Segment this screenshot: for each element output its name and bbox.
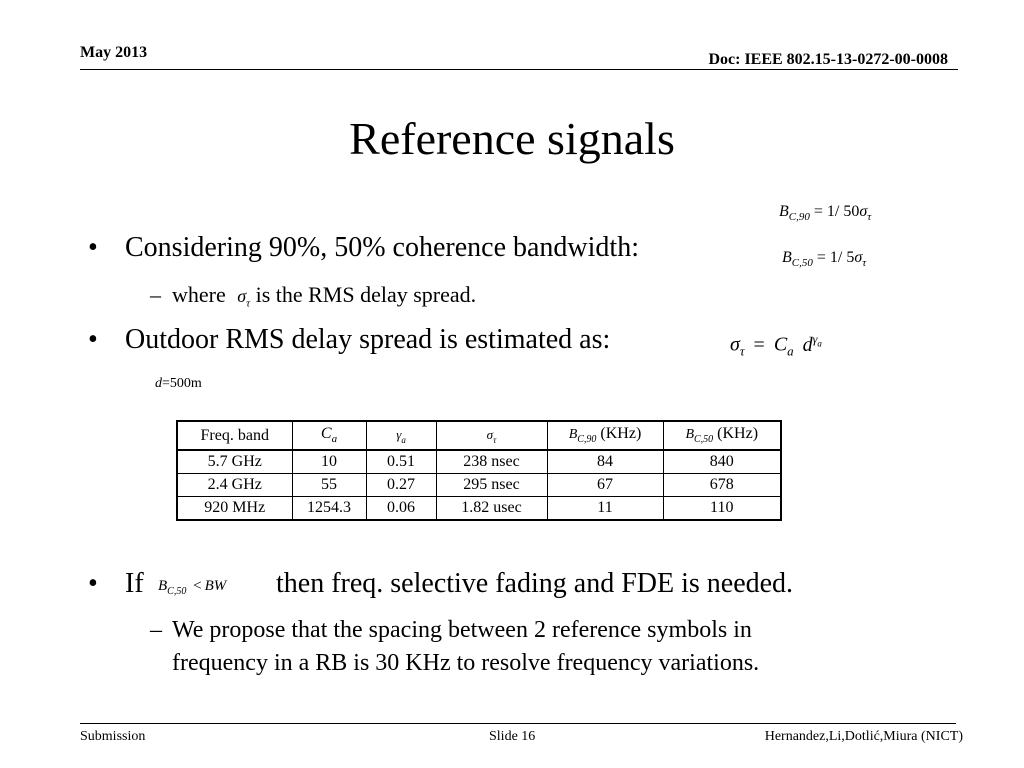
table-row (177, 474, 781, 497)
footer-rule (80, 723, 956, 724)
sub-bullet-rms-definition: where $\sigma_\tau$ is the RMS delay spread. (172, 282, 477, 310)
cell-bc90: 84 (547, 450, 663, 474)
bullet-coherence-bandwidth: Considering 90%, 50% coherence bandwidth: (125, 232, 639, 263)
formula-rms-delay: $\sigma_\tau = C_a$ $d^{\gamma_a}$ (730, 332, 822, 359)
footer-authors: Hernandez,Li,Dotlić,Miura (NICT) (764, 729, 963, 744)
cell-bc90: 67 (547, 474, 663, 497)
formula-bc50: $B_{C,50} = 1/$ $5\sigma_\tau$ (782, 249, 867, 270)
header-gamma-a: $\gamma_a$ (366, 421, 436, 450)
cell-sigma: 1.82 usec (436, 497, 547, 521)
sub-bullet-proposal-line1: We propose that the spacing between 2 reference symbols in (172, 617, 752, 643)
cell-gamma: 0.51 (366, 450, 436, 474)
cell-ca: 10 (292, 450, 366, 474)
footer-slide-number: Slide 16 (489, 729, 536, 744)
coherence-table (176, 420, 782, 521)
sub-dash-1: – (150, 282, 161, 307)
cell-bc90: 11 (547, 497, 663, 521)
cell-ca: 1254.3 (292, 497, 366, 521)
bullet-condition-prefix: If (125, 568, 144, 599)
bullet-dot-2: • (88, 324, 98, 355)
cell-band: 2.4 GHz (177, 474, 292, 497)
formula-condition: $B_{C,50}$ < BW (158, 578, 227, 597)
table-row (177, 497, 781, 521)
sub-bullet-proposal-line2: frequency in a RB is 30 KHz to resolve frequency variations. (172, 650, 760, 676)
cell-band: 920 MHz (177, 497, 292, 521)
sub-dash-3: – (150, 617, 162, 643)
bullet-dot-3: • (88, 568, 98, 599)
distance-note: d=500m (155, 376, 202, 391)
header-bc50: $B_{C,50}$ (KHz) (663, 421, 781, 450)
cell-ca: 55 (292, 474, 366, 497)
cell-bc50: 110 (663, 497, 781, 521)
bullet-dot-1: • (88, 232, 98, 263)
cell-bc50: 678 (663, 474, 781, 497)
cell-bc50: 840 (663, 450, 781, 474)
footer-submission: Submission (80, 729, 146, 744)
cell-band: 5.7 GHz (177, 450, 292, 474)
header-bc90: $B_{C,90}$ (KHz) (547, 421, 663, 450)
slide-title: Reference signals (349, 113, 675, 164)
header-freq-band: Freq. band (177, 421, 292, 450)
header-doc-id: Doc: IEEE 802.15-13-0272-00-0008 (708, 51, 948, 68)
header-ca: $C_a$ (292, 421, 366, 450)
table-row (177, 450, 781, 474)
cell-gamma: 0.06 (366, 497, 436, 521)
cell-sigma: 295 nsec (436, 474, 547, 497)
header-sigma-tau: $\sigma_\tau$ (436, 421, 547, 450)
cell-sigma: 238 nsec (436, 450, 547, 474)
header-date: May 2013 (80, 44, 148, 61)
cell-gamma: 0.27 (366, 474, 436, 497)
bullet-condition-text: then freq. selective fading and FDE is needed. (276, 568, 794, 599)
bullet-outdoor-rms: Outdoor RMS delay spread is estimated as: (125, 324, 611, 355)
table-header-row (177, 421, 781, 450)
formula-bc90: $B_{C,90} = 1/$ $50\sigma_\tau$ (779, 203, 872, 224)
header-rule (80, 69, 958, 70)
